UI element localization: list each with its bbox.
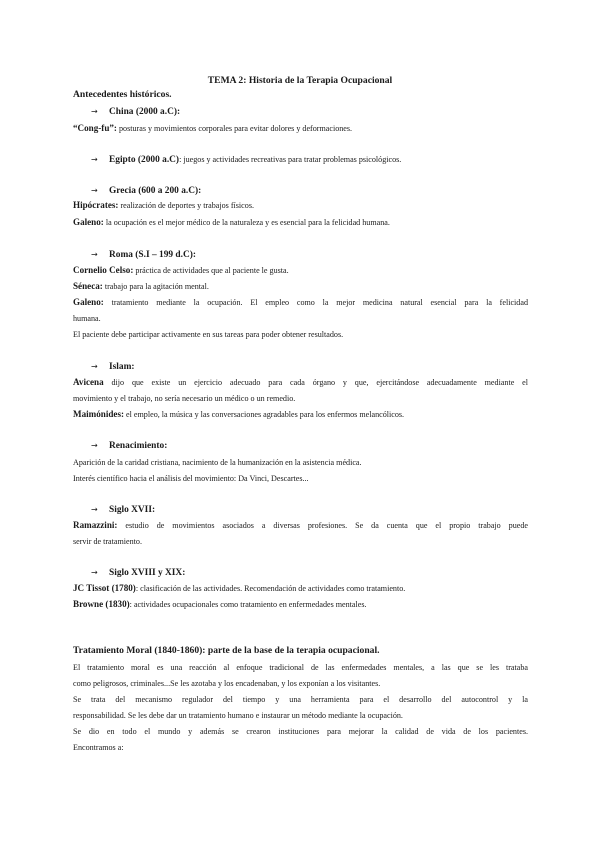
moral-p1-line-1: El tratamiento moral es una reacción al enfoque tradicional de las enfermedades mentales, a las que se les trataba: [73, 663, 528, 672]
china-heading-text: China (2000 a.C):: [109, 107, 181, 117]
tratamiento-moral-heading: Tratamiento Moral (1840-1860): parte de la base de la terapia ocupacional.: [73, 645, 380, 656]
arrow-right-icon: →: [91, 362, 98, 371]
ramazzini-text: estudio de movimientos asociados a diversas profesiones. Se da cuenta que el propio trabajo puede: [117, 521, 528, 530]
moral-p2-line-2: responsabilidad. Se les debe dar un tratamiento humano e instaurar un método mediante la ocupación.: [73, 711, 403, 720]
renacimiento-heading-text: Renacimiento:: [109, 441, 168, 451]
roma-entry-heading: [91, 249, 196, 261]
avicena-line-2: movimiento y el trabajo, no sería necesario un médico o un remedio.: [73, 394, 296, 403]
ramazzini-term: Ramazzini:: [73, 520, 118, 530]
browne-term: Browne (1830): [73, 599, 130, 609]
ramazzini-line: [73, 520, 528, 531]
galeno-roma-text: tratamiento mediante la ocupación. El empleo como la mejor medicina natural esencial para la felicidad: [103, 298, 528, 307]
egipto-text: : juegos y actividades recreativas para tratar problemas psicológicos.: [179, 155, 402, 164]
maimonides-text: el empleo, la música y las conversaciones agradables para los enfermos melancólicos.: [124, 410, 405, 419]
browne-line: [73, 599, 367, 610]
galeno-grecia-line: [73, 217, 390, 228]
browne-text: : actividades ocupacionales como tratamiento en enfermedades mentales.: [129, 600, 367, 609]
arrow-right-icon: →: [91, 107, 98, 116]
page-title: TEMA 2: Historia de la Terapia Ocupacional: [207, 75, 393, 86]
arrow-right-icon: →: [91, 568, 98, 577]
celso-line: [73, 265, 289, 276]
avicena-text: dijo que existe un ejercicio adecuado para cada órgano y que, ejercitándose adecuadamente mediante el: [103, 378, 528, 387]
avicena-term: Avicena: [73, 377, 104, 387]
grecia-entry-heading: [91, 185, 201, 197]
arrow-right-icon: →: [91, 441, 98, 450]
siglo17-entry-heading: [91, 504, 155, 516]
hipocrates-line: [73, 200, 254, 211]
islam-heading-text: Islam:: [109, 362, 135, 372]
renacimiento-line-1: Aparición de la caridad cristiana, nacimiento de la humanización en la asistencia médica.: [73, 458, 362, 467]
hipocrates-text: realización de deportes y trabajos físicos.: [118, 201, 254, 210]
galeno-roma-line: [73, 297, 528, 308]
renacimiento-entry-heading: [91, 440, 167, 452]
roma-heading-text: Roma (S.I – 199 d.C):: [109, 250, 196, 260]
hipocrates-term: Hipócrates:: [73, 200, 119, 210]
renacimiento-line-2: Interés científico hacia el análisis del movimiento: Da Vinci, Descartes...: [73, 474, 309, 483]
seneca-text: trabajo para la agitación mental.: [102, 282, 209, 291]
moral-p1-line-2: como peligrosos, criminales...Se les azotaba y los encadenaban, y los exponían a los visitantes.: [73, 679, 381, 688]
moral-p3-line-1: Se dio en todo el mundo y además se crearon instituciones para mejorar la calidad de vida de los pacientes.: [73, 727, 528, 736]
grecia-heading-text: Grecia (600 a 200 a.C):: [109, 186, 202, 196]
tissot-text: : clasificación de las actividades. Recomendación de actividades como tratamiento.: [135, 584, 406, 593]
tissot-line: [73, 583, 405, 594]
arrow-right-icon: →: [91, 250, 98, 259]
congfu-text: posturas y movimientos corporales para evitar dolores y deformaciones.: [116, 124, 353, 133]
moral-p2-line-1: Se trata del mecanismo regulador del tiempo y una herramienta para el desarrollo del autocontrol y la: [73, 695, 528, 704]
tissot-term: JC Tissot (1780): [73, 583, 136, 593]
siglo17-heading-text: Siglo XVII:: [109, 505, 156, 515]
china-line: [73, 123, 352, 134]
arrow-right-icon: →: [91, 186, 98, 195]
china-entry-heading: [91, 106, 180, 118]
siglo18-entry-heading: [91, 567, 185, 579]
galeno-text: la ocupación es el mejor médico de la naturaleza y es esencial para la felicidad humana.: [103, 218, 390, 227]
islam-entry-heading: [91, 361, 135, 373]
avicena-line: [73, 377, 528, 388]
maimonides-line: [73, 409, 404, 420]
egipto-entry: [91, 154, 401, 166]
maimonides-term: Maimónides:: [73, 409, 125, 419]
egipto-heading-text: Egipto (2000 a.C): [109, 155, 180, 165]
celso-text: práctica de actividades que al paciente le gusta.: [133, 266, 289, 275]
ramazzini-line-2: servir de tratamiento.: [73, 537, 142, 546]
moral-p3-line-2: Encontramos a:: [73, 743, 124, 752]
congfu-term: “Cong-fu”:: [73, 123, 117, 133]
celso-term: Cornelio Celso:: [73, 265, 134, 275]
seneca-line: [73, 281, 209, 292]
arrow-right-icon: →: [91, 155, 98, 164]
seneca-term: Séneca:: [73, 281, 103, 291]
antecedentes-heading: Antecedentes históricos.: [73, 89, 172, 100]
siglo18-heading-text: Siglo XVIII y XIX:: [109, 568, 186, 578]
galeno-roma-line-2: humana.: [73, 314, 101, 323]
arrow-right-icon: →: [91, 505, 98, 514]
galeno-term: Galeno:: [73, 217, 104, 227]
paciente-line: El paciente debe participar activamente en sus tareas para poder obtener resultados.: [73, 330, 344, 339]
galeno-roma-term: Galeno:: [73, 297, 104, 307]
